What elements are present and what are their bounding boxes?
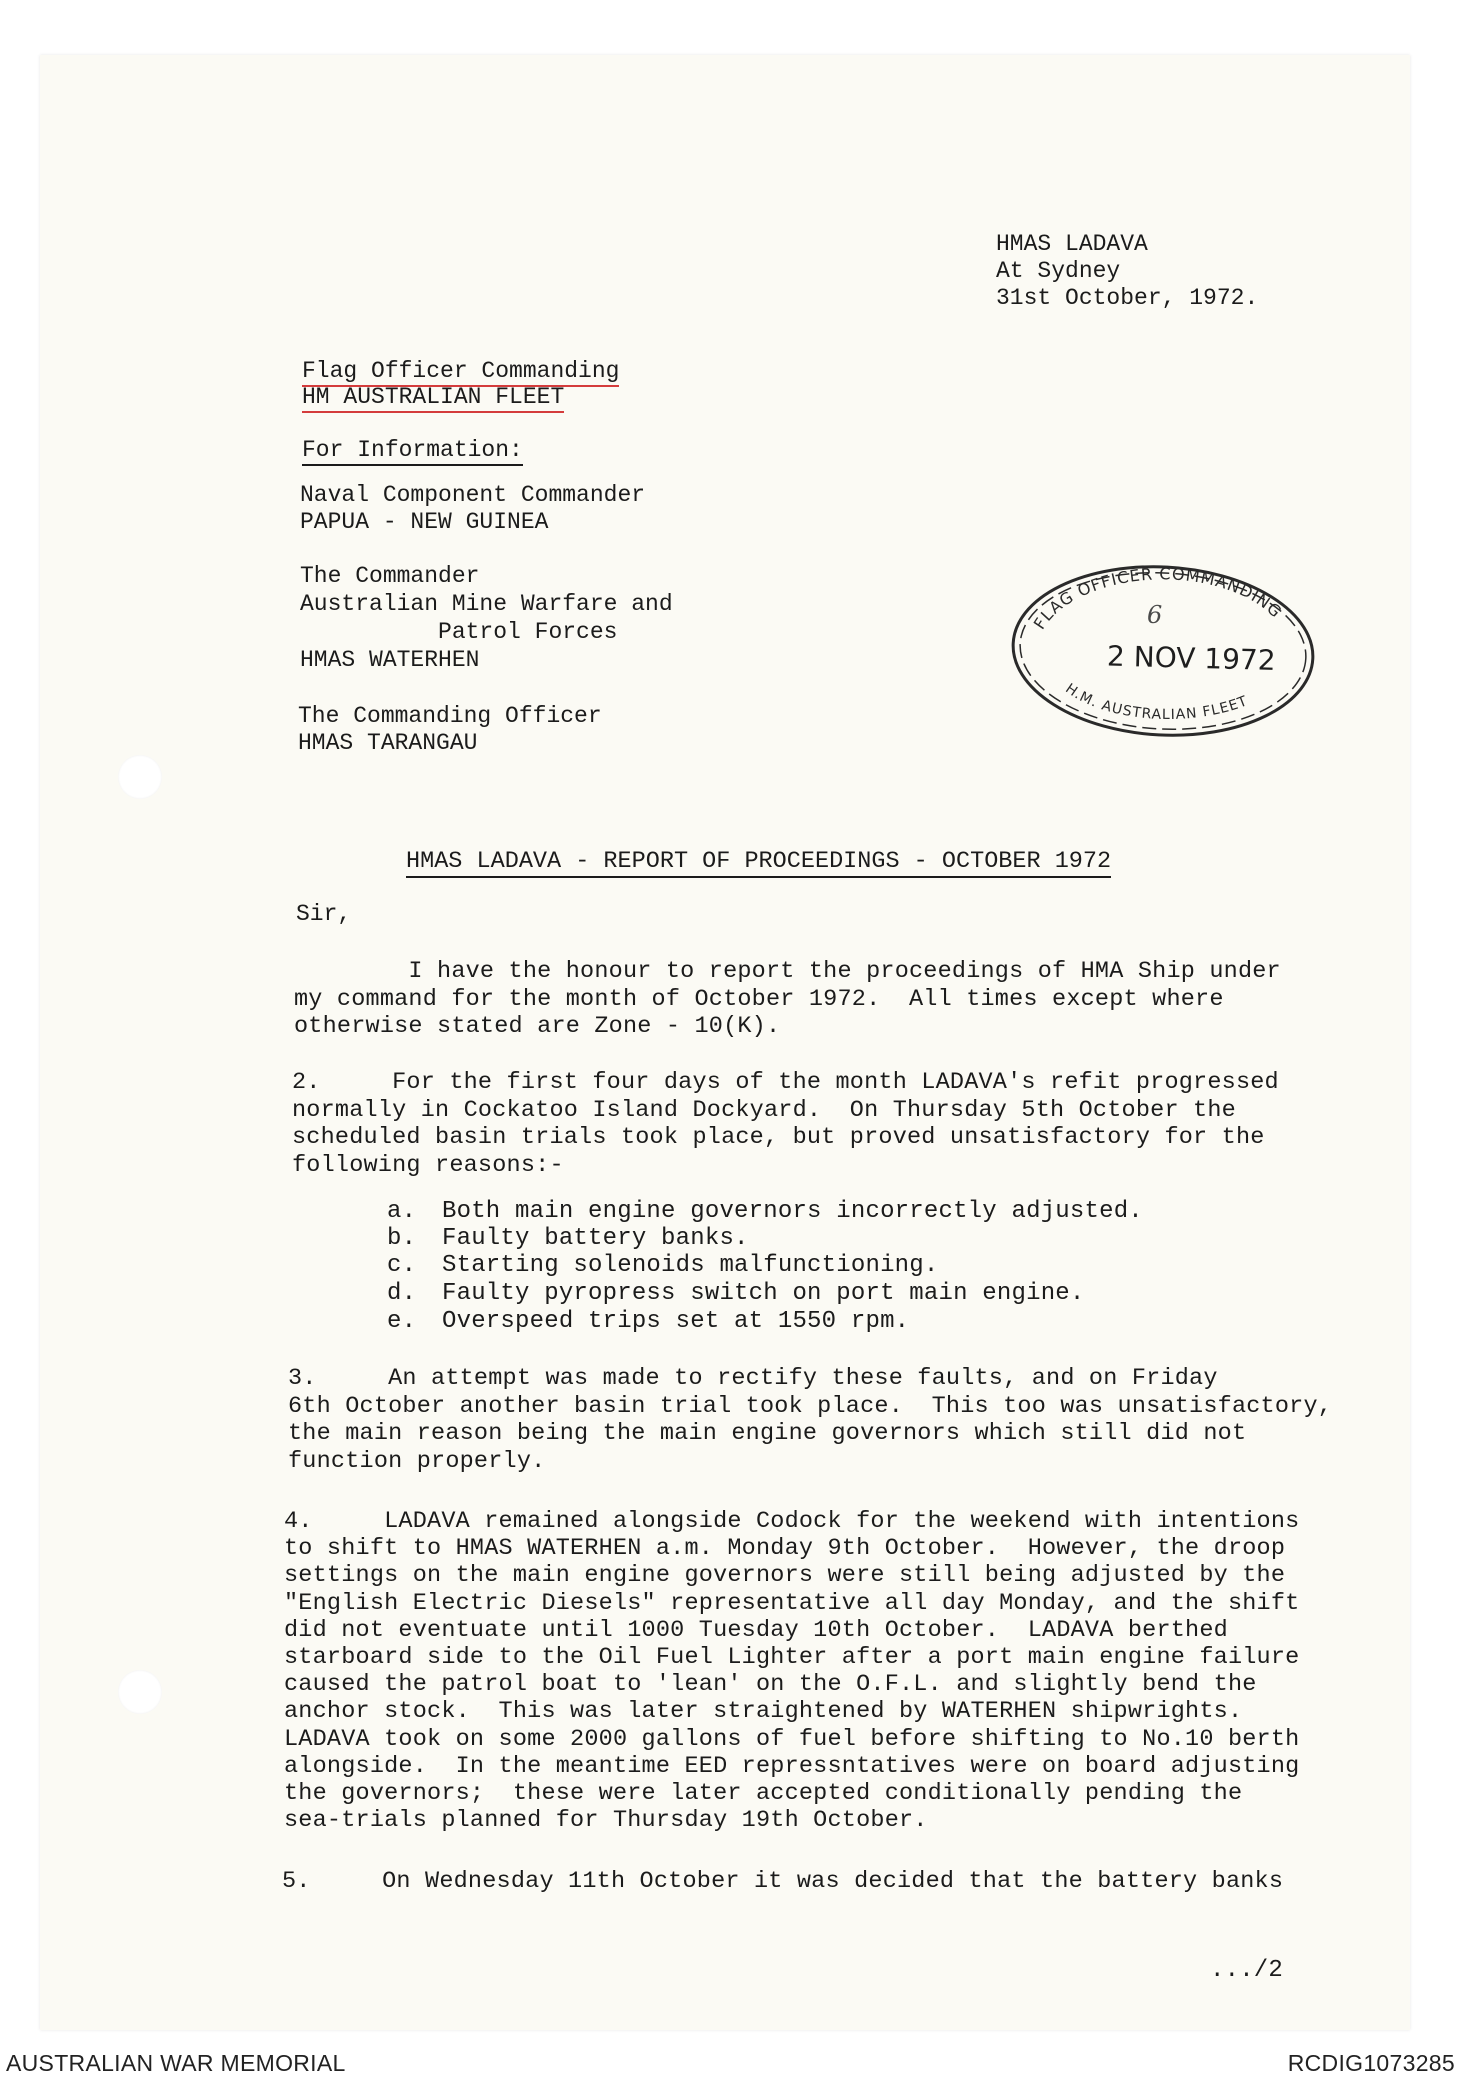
info-recipient-2-line-3: Patrol Forces: [300, 619, 618, 645]
header-location: At Sydney: [996, 258, 1121, 284]
info-recipient-2-line-2: Australian Mine Warfare and: [300, 591, 673, 617]
addressee-line-2: HM AUSTRALIAN FLEET: [302, 384, 564, 411]
list-item-letter: a.: [387, 1198, 417, 1225]
subject-line: HMAS LADAVA - REPORT OF PROCEEDINGS - OCTOBER 1972: [406, 848, 1111, 875]
info-recipient-3-line-1: The Commanding Officer: [298, 703, 602, 729]
punch-hole: [118, 1670, 162, 1714]
footer-id: RCDIG1073285: [1287, 2050, 1455, 2076]
list-item-text: Overspeed trips set at 1550 rpm.: [442, 1308, 910, 1335]
received-stamp: [1007, 563, 1317, 739]
stamp-date: 2 NOV 1972: [1106, 639, 1276, 677]
info-recipient-2-line-1: The Commander: [300, 563, 480, 589]
info-recipient-3-line-2: HMAS TARANGAU: [298, 730, 478, 756]
list-item-letter: e.: [387, 1308, 417, 1335]
header-date: 31st October, 1972.: [996, 285, 1259, 311]
paragraph-1: I have the honour to report the proceedings of HMA Ship under my command for the month of October 1972. All times except where otherwise stated are Zone - 10(K).: [294, 958, 1281, 1040]
stamp-bottom-text: H.M. AUSTRALIAN FLEET: [1062, 680, 1251, 724]
info-recipient-1-line-2: PAPUA - NEW GUINEA: [300, 509, 549, 535]
info-recipient-1-line-1: Naval Component Commander: [300, 482, 646, 508]
header-ship: HMAS LADAVA: [996, 231, 1148, 257]
list-item-letter: b.: [387, 1225, 417, 1252]
list-item-text: Both main engine governors incorrectly adjusted.: [442, 1198, 1143, 1225]
paragraph-2: 2. For the first four days of the month LADAVA's refit progressed normally in Cockatoo Island Dockyard. On Thursday 5th October the scheduled basin trials took place, but proved unsatisfactory for the following reasons:-: [292, 1069, 1279, 1179]
stamp-top-text: FLAG OFFICER COMMANDING: [1029, 564, 1286, 633]
for-information-label: For Information:: [302, 437, 523, 464]
list-item-text: Faulty pyropress switch on port main engine.: [442, 1280, 1085, 1307]
list-item-letter: c.: [387, 1252, 417, 1279]
continuation-marker: .../2: [1210, 1957, 1284, 1984]
paragraph-4: 4. LADAVA remained alongside Codock for the weekend with intentions to shift to HMAS WATERHEN a.m. Monday 9th October. However, the droop settings on the main engine governors were still being adjusted by the "English Electric Diesels" representative all day Monday, and the shift did not eventuate until 1000 Tuesday 10th October. LADAVA berthed starboard side to the Oil Fuel Lighter after a port main engine failure caused the patrol boat to 'lean' on the O.F.L. and slightly bend the anchor stock. This was later straightened by WATERHEN shipwrights. LADAVA took on some 2000 gallons of fuel before shifting to No.10 berth alongside. In the meantime EED repressntatives were on board adjusting the governors; these were later accepted conditionally pending the sea-trials planned for Thursday 19th October.: [284, 1508, 1300, 1835]
stamp-number: 6: [1147, 601, 1163, 629]
footer-source: AUSTRALIAN WAR MEMORIAL: [6, 2050, 346, 2076]
salutation: Sir,: [296, 901, 352, 927]
list-item-text: Starting solenoids malfunctioning.: [442, 1252, 939, 1279]
paragraph-5: 5. On Wednesday 11th October it was decided that the battery banks: [282, 1868, 1284, 1895]
punch-hole: [118, 755, 162, 799]
paragraph-3: 3. An attempt was made to rectify these faults, and on Friday 6th October another basin trial took place. This too was unsatisfactory, the main reason being the main engine governors which still did not function properly.: [288, 1365, 1333, 1475]
info-recipient-2-line-4: HMAS WATERHEN: [300, 647, 480, 673]
list-item-text: Faulty battery banks.: [442, 1225, 749, 1252]
list-item-letter: d.: [387, 1280, 417, 1307]
addressee-line-1: Flag Officer Commanding: [302, 358, 619, 385]
